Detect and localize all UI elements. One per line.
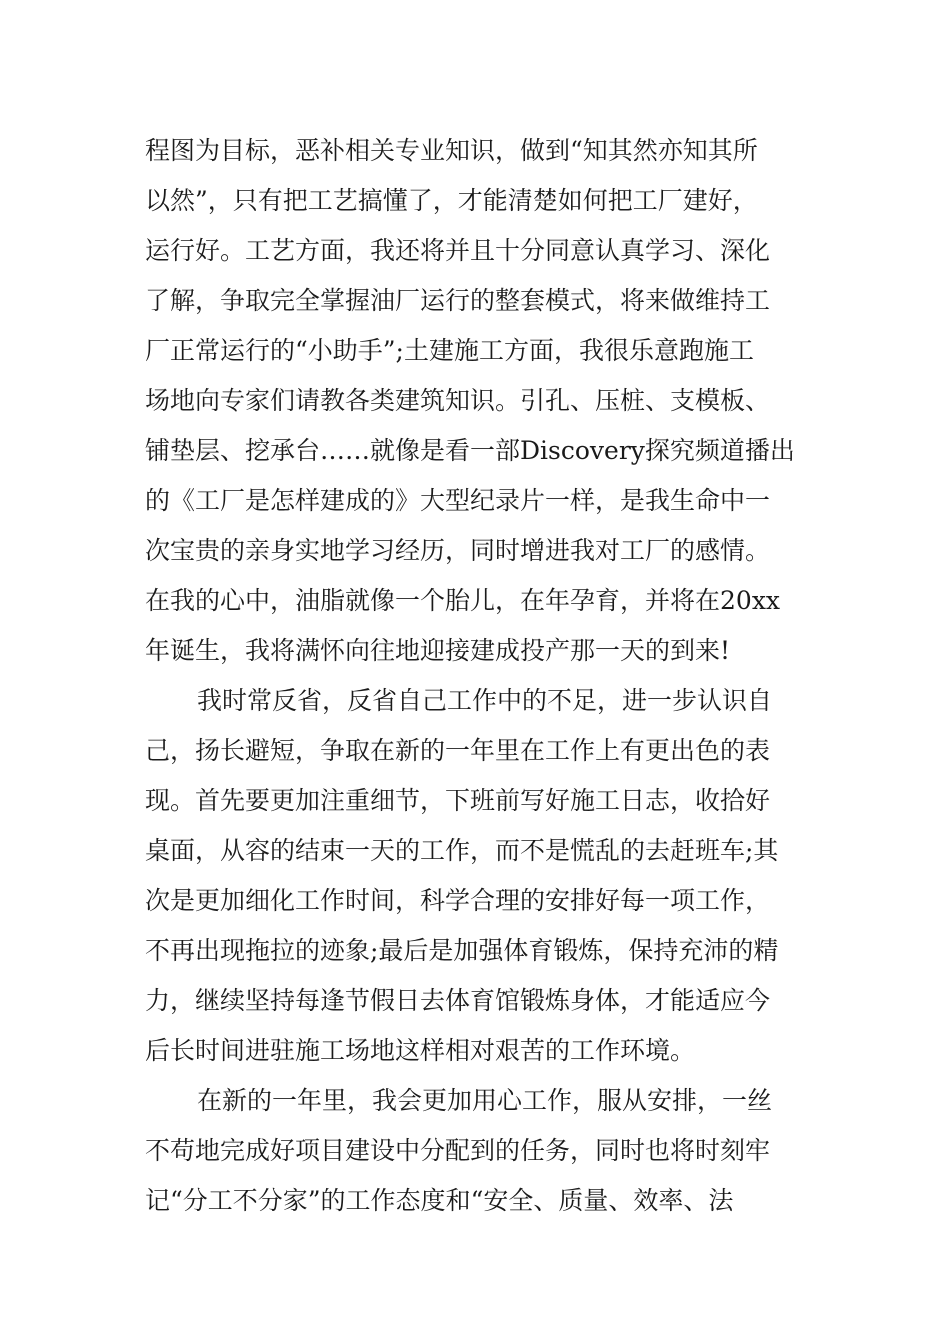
- text-line: 场地向专家们请教各类建筑知识。引孔、压桩、支模板、: [145, 386, 771, 415]
- text-line: 不再出现拖拉的迹象;最后是加强体育锻炼，保持充沛的精: [145, 936, 779, 965]
- text-line: 桌面，从容的结束一天的工作，而不是慌乱的去赶班车;其: [145, 836, 779, 865]
- text-line: 现。首先要更加注重细节，下班前写好施工日志，收拾好: [145, 786, 771, 815]
- text-line: 了解，争取完全掌握油厂运行的整套模式，将来做维持工: [145, 286, 771, 315]
- text-line: 记“分工不分家”的工作态度和“安全、质量、效率、法: [145, 1186, 734, 1215]
- text-line: 程图为目标，恶补相关专业知识，做到“知其然亦知其所: [145, 136, 758, 165]
- text-line: 的《工厂是怎样建成的》大型纪录片一样，是我生命中一: [145, 486, 771, 515]
- text-line: 力，继续坚持每逢节假日去体育馆锻炼身体，才能适应今: [145, 986, 771, 1015]
- text-line: 运行好。工艺方面，我还将并且十分同意认真学习、深化: [145, 236, 771, 265]
- text-line: 厂正常运行的“小助手”;土建施工方面，我很乐意跑施工: [145, 336, 754, 365]
- text-line: 后长时间进驻施工场地这样相对艰苦的工作环境。: [145, 1036, 696, 1065]
- text-line: 铺垫层、挖承台……就像是看一部Discovery探究频道播出: [145, 436, 795, 465]
- text-line-first: 我时常反省，反省自己工作中的不足，进一步认识自: [197, 686, 773, 715]
- text-line: 不苟地完成好项目建设中分配到的任务，同时也将时刻牢: [145, 1136, 771, 1165]
- paragraph-1: [145, 126, 815, 676]
- text-line: 次宝贵的亲身实地学习经历，同时增进我对工厂的感情。: [145, 536, 771, 565]
- paragraph-2: [145, 676, 815, 1076]
- text-line: 以然”，只有把工艺搞懂了，才能清楚如何把工厂建好，: [145, 186, 758, 215]
- text-line: 己，扬长避短，争取在新的一年里在工作上有更出色的表: [145, 736, 771, 765]
- text-line: 年诞生，我将满怀向往地迎接建成投产那一天的到来!: [145, 636, 731, 665]
- text-line: 在我的心中，油脂就像一个胎儿，在年孕育，并将在20xx: [145, 586, 781, 615]
- text-line: 次是更加细化工作时间，科学合理的安排好每一项工作，: [145, 886, 771, 915]
- text-line-first: 在新的一年里，我会更加用心工作，服从安排，一丝: [197, 1086, 773, 1115]
- paragraph-3: [145, 1076, 815, 1226]
- body-text: [145, 126, 815, 1226]
